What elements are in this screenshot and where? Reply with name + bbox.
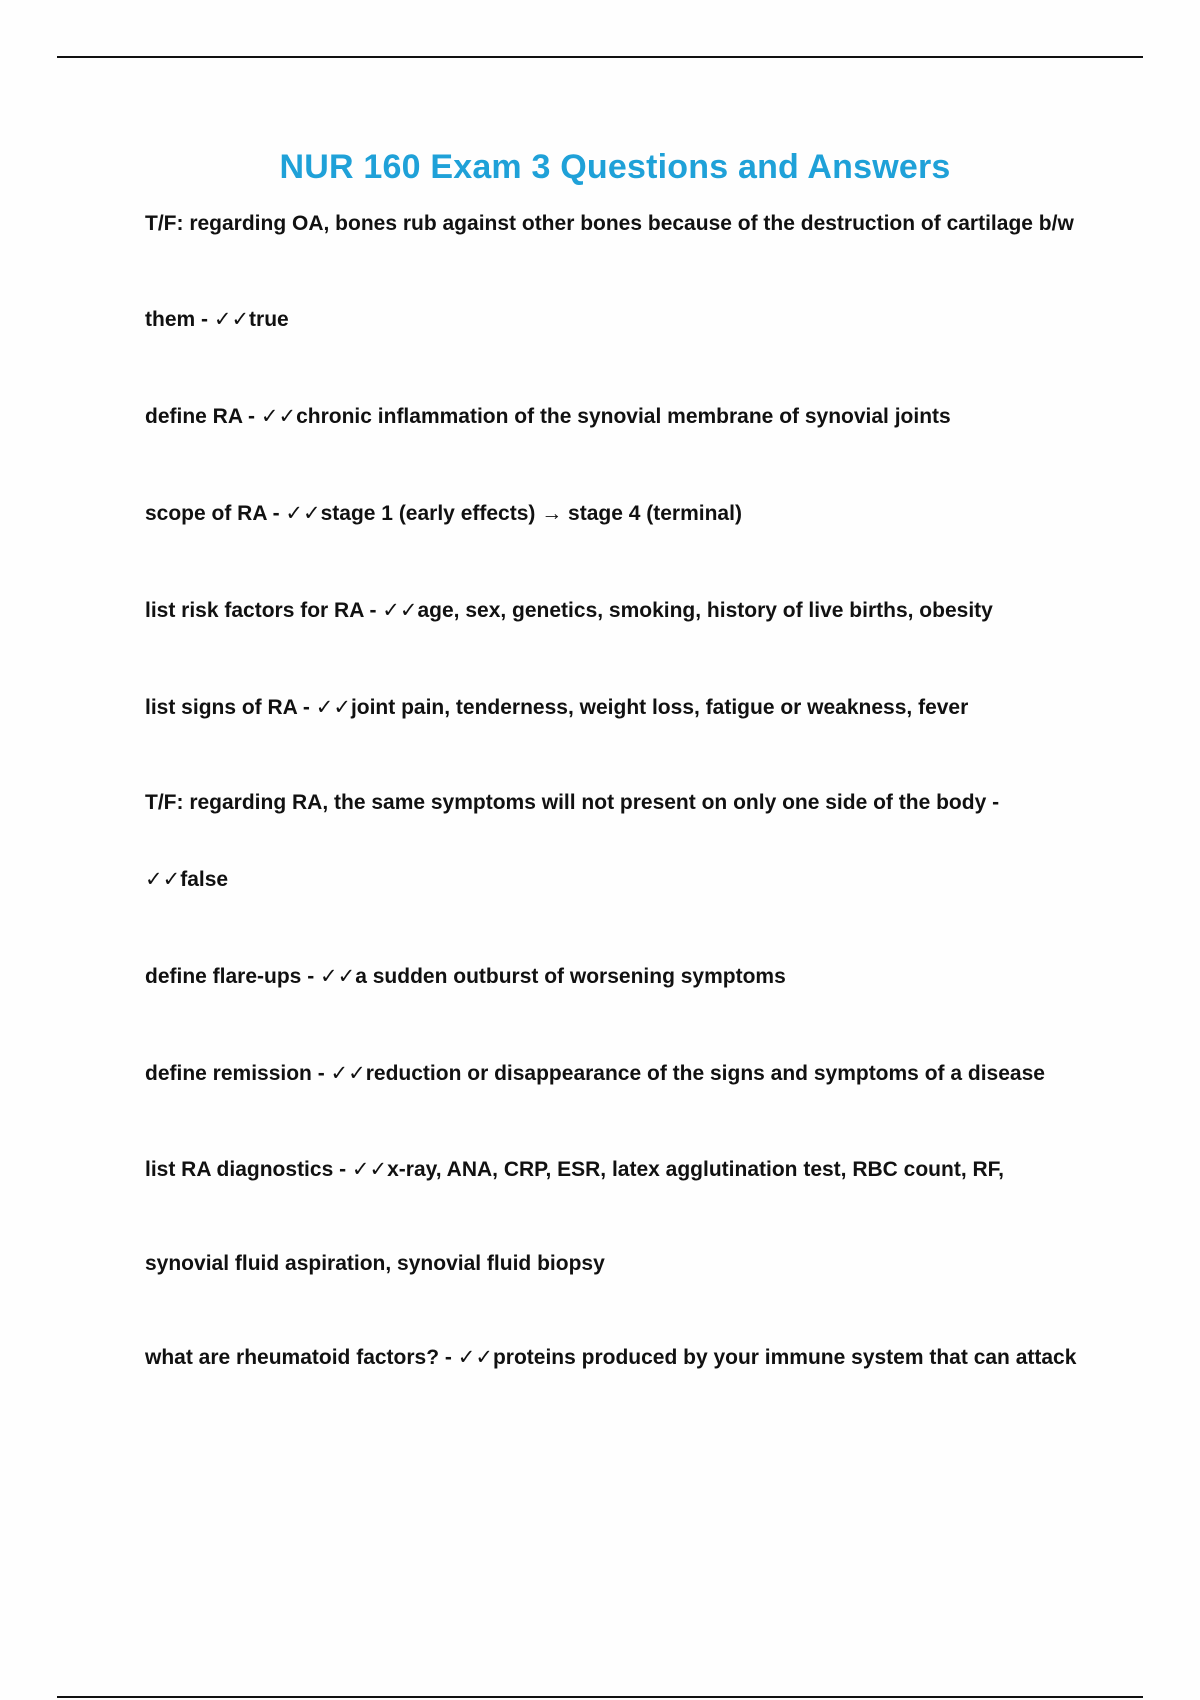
text-line	[145, 1252, 605, 1276]
double-check-icon: ✓✓	[320, 964, 356, 988]
text-line	[145, 501, 742, 526]
answer-text: a sudden outburst of worsening symptoms	[355, 965, 786, 988]
answer-text: age, sex, genetics, smoking, history of live births, obesity	[417, 599, 993, 622]
question-text: T/F: regarding RA, the same symptoms will not present on only one side of the body -	[145, 791, 1000, 814]
question-text: what are rheumatoid factors? -	[145, 1346, 458, 1369]
answer-text: x-ray, ANA, CRP, ESR, latex agglutination test, RBC count, RF,	[387, 1158, 1004, 1181]
text-line	[145, 695, 968, 720]
double-check-icon: ✓✓	[457, 1345, 493, 1369]
text-line	[145, 791, 999, 815]
question-text: define remission -	[145, 1062, 331, 1085]
text-line	[145, 1345, 1076, 1370]
text-line	[145, 404, 951, 429]
answer-text: false	[180, 868, 229, 891]
answer-text: true	[249, 308, 289, 331]
double-check-icon: ✓✓	[260, 404, 297, 428]
answer-text: joint pain, tenderness, weight loss, fatigue or weakness, fever	[350, 696, 969, 719]
question-text: T/F: regarding OA, bones rub against other bones because of the destruction of cartilage b/w	[145, 212, 1074, 235]
bottom-divider	[57, 1696, 1143, 1698]
double-check-icon: ✓✓	[285, 501, 321, 525]
text-line	[145, 307, 289, 332]
double-check-icon: ✓✓	[382, 598, 418, 622]
text-line	[145, 598, 993, 623]
answer-text: stage 1 (early effects) → stage 4 (terminal)	[320, 502, 742, 525]
question-text: them -	[145, 308, 214, 331]
question-text: scope of RA -	[145, 502, 286, 525]
question-text: list risk factors for RA -	[145, 599, 383, 622]
question-text: list signs of RA -	[145, 696, 316, 719]
document-title: NUR 160 Exam 3 Questions and Answers	[279, 148, 951, 186]
double-check-icon: ✓✓	[351, 1157, 388, 1181]
question-text: synovial fluid aspiration, synovial fluid biopsy	[145, 1252, 605, 1275]
double-check-icon: ✓✓	[145, 867, 181, 891]
text-line	[145, 964, 786, 989]
text-line	[145, 1157, 1004, 1182]
double-check-icon: ✓✓	[315, 695, 351, 719]
top-divider	[57, 56, 1143, 58]
question-text: list RA diagnostics -	[145, 1158, 352, 1181]
text-line	[145, 867, 228, 892]
answer-text: chronic inflammation of the synovial membrane of synovial joints	[296, 405, 951, 428]
text-line	[145, 1061, 1045, 1086]
question-text: define RA -	[145, 405, 261, 428]
answer-text: reduction or disappearance of the signs and symptoms of a disease	[365, 1062, 1045, 1085]
text-line	[145, 212, 1074, 236]
answer-text: proteins produced by your immune system that can attack	[492, 1346, 1077, 1369]
question-text: define flare-ups -	[145, 965, 321, 988]
double-check-icon: ✓✓	[330, 1061, 366, 1085]
double-check-icon: ✓✓	[213, 307, 250, 331]
